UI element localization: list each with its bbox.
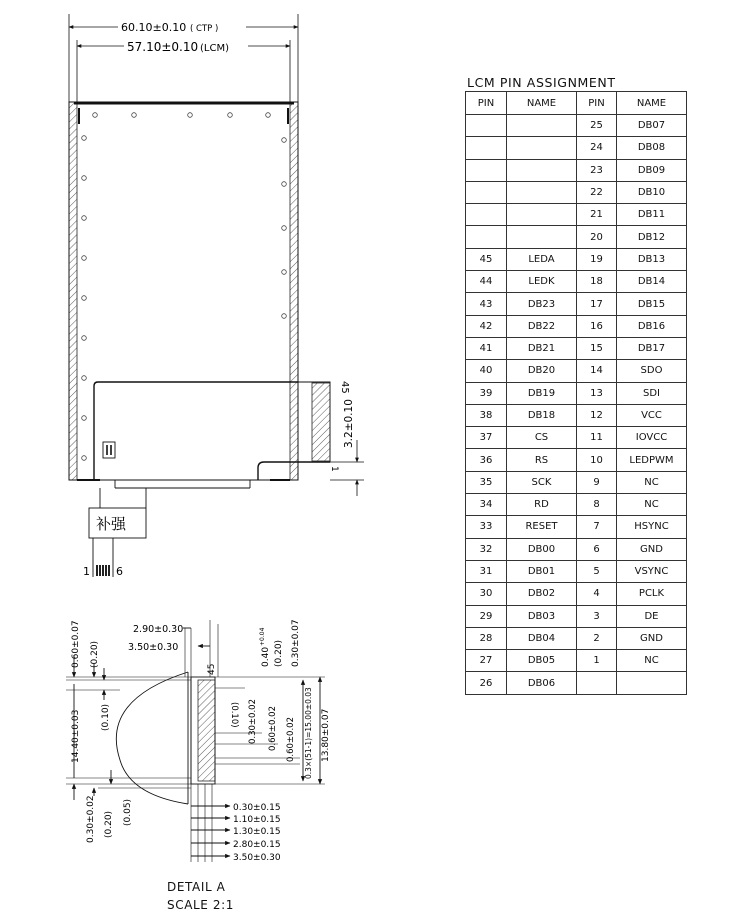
table-row (466, 382, 687, 404)
header-name-1: NAME (507, 92, 577, 115)
pin-number-cell: 44 (466, 271, 507, 293)
pin-name-cell: DB03 (507, 605, 577, 627)
pin-name-cell: DB05 (507, 650, 577, 672)
detail-dim-110: 1.10±0.15 (233, 815, 281, 825)
pin-number-cell: 39 (466, 382, 507, 404)
detail-dim-010: (0.10) (229, 702, 239, 728)
pin-name-cell: LEDA (507, 248, 577, 270)
detail-dim-1440: 14.40±0.03 (71, 709, 81, 763)
table-row (466, 650, 687, 672)
pin-number-cell: 11 (577, 427, 617, 449)
pin-number-cell: 6 (577, 538, 617, 560)
detail-dim-030-bot: 0.30±0.02 (86, 795, 96, 843)
pin-number-cell (577, 672, 617, 694)
table-row (466, 404, 687, 426)
detail-dim-pitch-total: 0.3×(51-1)=15.00±0.03 (304, 687, 313, 779)
table-row (466, 181, 687, 203)
table-row (466, 427, 687, 449)
pin-number-cell: 9 (577, 471, 617, 493)
tail-pin-6: 6 (116, 565, 123, 578)
table-row (466, 605, 687, 627)
pin-number-cell: 37 (466, 427, 507, 449)
table-row (466, 137, 687, 159)
fpc-pitch-label: 3.2±0.10 (343, 399, 355, 448)
pin-name-cell: DB11 (617, 204, 687, 226)
pin-name-cell: RD (507, 494, 577, 516)
pin-number-cell: 22 (577, 181, 617, 203)
pin-number-cell: 33 (466, 516, 507, 538)
pin-name-cell: DB09 (617, 159, 687, 181)
pin-name-cell (617, 672, 687, 694)
detail-dim-350-b: 3.50±0.30 (233, 853, 281, 863)
pin-number-cell: 12 (577, 404, 617, 426)
detail-dim-005: (0.05) (123, 798, 133, 826)
pin-number-cell: 35 (466, 471, 507, 493)
header-name-2: NAME (617, 92, 687, 115)
stiffener-label: 补强 (96, 515, 127, 533)
detail-pin45: 45 (207, 663, 217, 675)
detail-dim-040: 0.40 (261, 646, 271, 667)
pin-number-cell (466, 181, 507, 203)
pin-name-cell (507, 181, 577, 203)
pin-name-cell: SDO (617, 360, 687, 382)
fpc-pin-45-label: 45 (339, 381, 350, 394)
pin-name-cell: IOVCC (617, 427, 687, 449)
pin-number-cell: 4 (577, 583, 617, 605)
pin-name-cell: DB06 (507, 672, 577, 694)
pin-name-cell: DB22 (507, 315, 577, 337)
pin-number-cell: 36 (466, 449, 507, 471)
pin-number-cell: 18 (577, 271, 617, 293)
pin-number-cell (466, 204, 507, 226)
table-row (466, 115, 687, 137)
pin-number-cell: 41 (466, 337, 507, 359)
pin-name-cell: DB04 (507, 627, 577, 649)
pin-name-cell: SDI (617, 382, 687, 404)
pin-name-cell (507, 204, 577, 226)
table-row (466, 627, 687, 649)
detail-dim-290: 2.90±0.30 (133, 624, 184, 635)
pin-name-cell: DE (617, 605, 687, 627)
lcm-width-label: 57.10±0.10 (127, 40, 199, 54)
pin-number-cell: 29 (466, 605, 507, 627)
lcm-tag: (LCM) (200, 43, 229, 54)
ctp-tag: ( CTP ) (190, 24, 219, 34)
pin-number-cell: 32 (466, 538, 507, 560)
pin-name-cell: NC (617, 650, 687, 672)
table-row (466, 226, 687, 248)
pin-number-cell (466, 226, 507, 248)
pin-table-title: LCM PIN ASSIGNMENT (467, 75, 616, 90)
pin-name-cell: DB12 (617, 226, 687, 248)
header-pin-1: PIN (466, 92, 507, 115)
pin-number-cell: 19 (577, 248, 617, 270)
detail-title: DETAIL A (167, 880, 226, 894)
pin-number-cell: 43 (466, 293, 507, 315)
pin-name-cell (507, 226, 577, 248)
pin-name-cell: HSYNC (617, 516, 687, 538)
pin-number-cell: 8 (577, 494, 617, 516)
table-row (466, 471, 687, 493)
pin-name-cell: DB16 (617, 315, 687, 337)
pin-name-cell: CS (507, 427, 577, 449)
pin-table-header-row (466, 92, 687, 115)
pin-number-cell: 45 (466, 248, 507, 270)
pin-name-cell: DB01 (507, 560, 577, 582)
pin-number-cell (466, 137, 507, 159)
pin-number-cell: 26 (466, 672, 507, 694)
pin-name-cell: DB23 (507, 293, 577, 315)
table-row (466, 494, 687, 516)
table-row (466, 204, 687, 226)
pin-name-cell: GND (617, 627, 687, 649)
table-row (466, 583, 687, 605)
pin-name-cell: VSYNC (617, 560, 687, 582)
pin-name-cell: GND (617, 538, 687, 560)
detail-dim-130: 1.30±0.15 (233, 827, 281, 837)
pin-number-cell: 17 (577, 293, 617, 315)
pin-number-cell: 30 (466, 583, 507, 605)
pin-number-cell: 3 (577, 605, 617, 627)
detail-dim-030-002: 0.30±0.02 (248, 699, 258, 744)
pin-name-cell: PCLK (617, 583, 687, 605)
pin-number-cell: 13 (577, 382, 617, 404)
pin-name-cell: SCK (507, 471, 577, 493)
detail-dim-020-bot: (0.20) (104, 810, 114, 838)
table-row (466, 516, 687, 538)
detail-dim-030-top: 0.30±0.07 (291, 619, 301, 667)
pin-number-cell: 14 (577, 360, 617, 382)
pin-number-cell: 38 (466, 404, 507, 426)
pin-name-cell: DB00 (507, 538, 577, 560)
pin-name-cell: DB19 (507, 382, 577, 404)
pin-name-cell: DB21 (507, 337, 577, 359)
detail-dim-350: 3.50±0.30 (128, 642, 179, 653)
detail-dim-280: 2.80±0.15 (233, 840, 281, 850)
detail-dim-040-tol: +0.04 (259, 627, 266, 646)
pin-name-cell: DB18 (507, 404, 577, 426)
table-row (466, 248, 687, 270)
detail-dim-020-b: (0.20) (274, 639, 284, 667)
table-row (466, 337, 687, 359)
detail-dim-060-top: 0.60±0.07 (71, 620, 81, 668)
table-row (466, 360, 687, 382)
pin-number-cell: 25 (577, 115, 617, 137)
header-pin-2: PIN (577, 92, 617, 115)
detail-dim-060-002a: 0.60±0.02 (268, 706, 278, 751)
pin-number-cell (466, 115, 507, 137)
pin-name-cell: DB15 (617, 293, 687, 315)
table-row (466, 560, 687, 582)
pin-number-cell: 16 (577, 315, 617, 337)
pin-name-cell: DB14 (617, 271, 687, 293)
pin-table (465, 91, 687, 695)
table-row (466, 538, 687, 560)
pin-number-cell: 42 (466, 315, 507, 337)
pin-number-cell: 7 (577, 516, 617, 538)
pin-name-cell: RESET (507, 516, 577, 538)
pin-number-cell: 21 (577, 204, 617, 226)
detail-scale: SCALE 2:1 (167, 898, 234, 912)
pin-name-cell: DB08 (617, 137, 687, 159)
pin-name-cell (507, 115, 577, 137)
detail-dim-010-left: (0.10) (101, 703, 111, 731)
lcm-module-outline (69, 102, 298, 480)
pin-number-cell: 23 (577, 159, 617, 181)
pin-number-cell: 31 (466, 560, 507, 582)
table-row (466, 159, 687, 181)
tail-contacts (96, 565, 110, 576)
table-row (466, 672, 687, 694)
pin-assignment-table (465, 76, 687, 695)
pin-name-cell: NC (617, 471, 687, 493)
pin-name-cell: DB07 (617, 115, 687, 137)
pin-number-cell: 10 (577, 449, 617, 471)
table-row (466, 271, 687, 293)
pin-number-cell: 24 (577, 137, 617, 159)
detail-dim-020-a: (0.20) (90, 640, 100, 668)
pin-name-cell: LEDK (507, 271, 577, 293)
detail-dim-030-015: 0.30±0.15 (233, 803, 281, 813)
pin-name-cell: RS (507, 449, 577, 471)
detail-dim-060-002b: 0.60±0.02 (286, 717, 296, 762)
table-row (466, 449, 687, 471)
pin-number-cell: 5 (577, 560, 617, 582)
pin-number-cell (466, 159, 507, 181)
detail-dim-1380: 13.80±0.07 (321, 708, 331, 762)
pin-name-cell: DB20 (507, 360, 577, 382)
pin-name-cell (507, 137, 577, 159)
pin-number-cell: 40 (466, 360, 507, 382)
fpc-pin-1-label: 1 (329, 466, 339, 472)
fpc-connector (298, 382, 330, 462)
pin-name-cell: DB02 (507, 583, 577, 605)
pin-name-cell: NC (617, 494, 687, 516)
pin-number-cell: 20 (577, 226, 617, 248)
table-row (466, 315, 687, 337)
pin-name-cell (507, 159, 577, 181)
pin-name-cell: DB17 (617, 337, 687, 359)
pin-name-cell: VCC (617, 404, 687, 426)
pin-number-cell: 1 (577, 650, 617, 672)
pin-number-cell: 15 (577, 337, 617, 359)
pin-number-cell: 28 (466, 627, 507, 649)
pin-number-cell: 34 (466, 494, 507, 516)
ctp-width-label: 60.10±0.10 (121, 21, 187, 34)
pin-name-cell: DB10 (617, 181, 687, 203)
pin-number-cell: 27 (466, 650, 507, 672)
pin-name-cell: DB13 (617, 248, 687, 270)
mounting-holes (82, 113, 287, 461)
table-row (466, 293, 687, 315)
pin-name-cell: LEDPWM (617, 449, 687, 471)
pin-number-cell: 2 (577, 627, 617, 649)
tail-pin-1: 1 (83, 565, 90, 578)
